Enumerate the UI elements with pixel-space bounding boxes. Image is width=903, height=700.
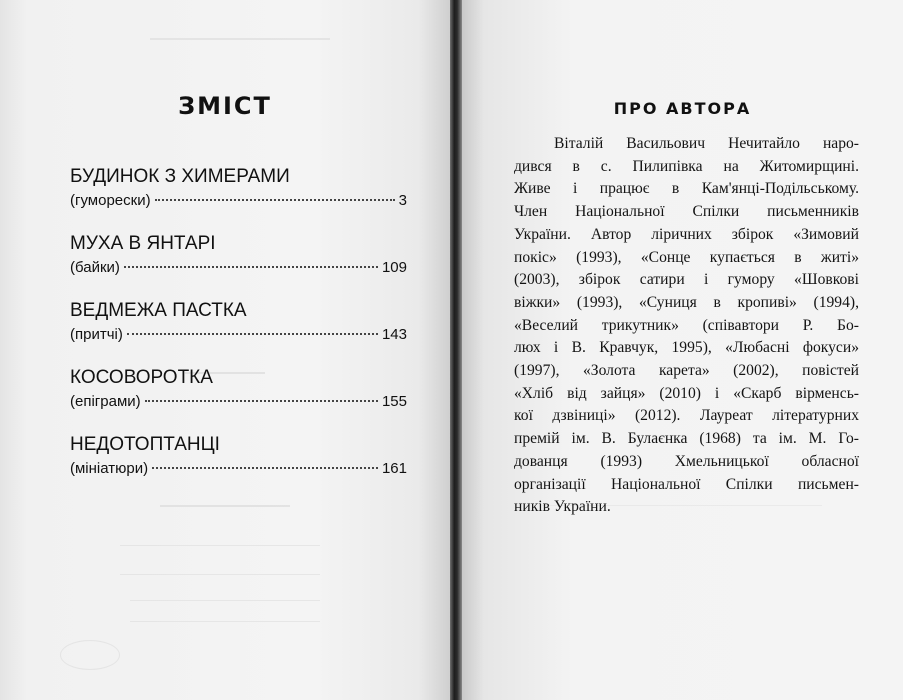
about-author-text	[514, 133, 859, 519]
text-line: «Веселий трикутник» (співавтори Р. Бо-	[514, 316, 859, 334]
show-through-text	[160, 505, 290, 517]
toc-entry	[70, 298, 407, 365]
toc-row	[70, 190, 407, 212]
toc-entry	[70, 365, 407, 432]
table-of-contents	[70, 164, 407, 499]
toc-page-number: 109	[381, 259, 407, 276]
toc-entry	[70, 432, 407, 499]
text-line: віжки» (1993), «Суниця в кропиві» (1994),	[514, 293, 859, 311]
toc-row	[70, 257, 407, 279]
toc-row	[70, 391, 407, 413]
text-line: (1997), «Золота карета» (2002), повістей	[514, 362, 859, 380]
text-line: Віталій Васильович Нечитайло наро-	[554, 135, 859, 152]
toc-page-number: 155	[381, 393, 407, 410]
toc-row	[70, 324, 407, 346]
text-line: кої дзвіниці» (2012). Лауреат літературних	[514, 407, 859, 425]
text-line: премій ім. В. Булаєнка (1968) та ім. М. Го-	[514, 430, 859, 448]
show-through-text	[130, 600, 320, 622]
book-gutter	[450, 0, 462, 700]
toc-genre: (байки)	[70, 259, 120, 276]
toc-section-title: БУДИНОК З ХИМЕРАМИ	[70, 166, 290, 187]
toc-entry	[70, 164, 407, 231]
text-line: організації Національної Спілки письмен-	[514, 475, 859, 493]
contents-title: ЗМІСТ	[178, 92, 272, 120]
text-line: дився в с. Пилипівка на Житомирщині.	[514, 157, 859, 175]
text-line: дованця (1993) Хмельницької обласної	[514, 452, 859, 470]
toc-section-title: ВЕДМЕЖА ПАСТКА	[70, 300, 247, 321]
text-line: «Хліб від зайця» (2010) і «Скарб вірменсь-	[514, 384, 859, 402]
toc-row	[70, 458, 407, 480]
toc-page-number: 143	[381, 326, 407, 343]
text-line: покіс» (1993), «Сонце купається в житі»	[514, 248, 859, 266]
toc-genre: (мініатюри)	[70, 460, 149, 477]
toc-section-title: МУХА В ЯНТАРІ	[70, 233, 216, 254]
text-line: ників України.	[514, 498, 611, 516]
toc-genre: (епіграми)	[70, 393, 141, 410]
dot-leader	[127, 333, 378, 335]
toc-page-number: 161	[381, 460, 407, 477]
text-line: Живе і працює в Кам'янці-Подільському.	[514, 180, 859, 198]
text-line: (2003), збірок сатири і гумору «Шовкові	[514, 271, 859, 289]
dot-leader	[152, 467, 378, 469]
text-line: Член Національної Спілки письменників	[514, 203, 859, 221]
toc-genre: (гуморески)	[70, 192, 151, 209]
show-through-text	[120, 545, 320, 575]
toc-page-number: 3	[398, 192, 407, 209]
dot-leader	[124, 266, 378, 268]
dot-leader	[145, 400, 378, 402]
toc-entry	[70, 231, 407, 298]
show-through-text	[150, 38, 330, 48]
text-line: України. Автор ліричних збірок «Зимовий	[514, 225, 859, 243]
toc-genre: (притчі)	[70, 326, 123, 343]
about-author-title: ПРО АВТОРА	[613, 99, 752, 118]
text-line: люх і В. Кравчук, 1995), «Любасні фокуси»	[514, 339, 859, 357]
toc-section-title: НЕДОТОПТАНЦІ	[70, 434, 220, 455]
dot-leader	[155, 199, 395, 201]
toc-section-title: КОСОВОРОТКА	[70, 367, 213, 388]
show-through-emblem	[60, 640, 120, 670]
